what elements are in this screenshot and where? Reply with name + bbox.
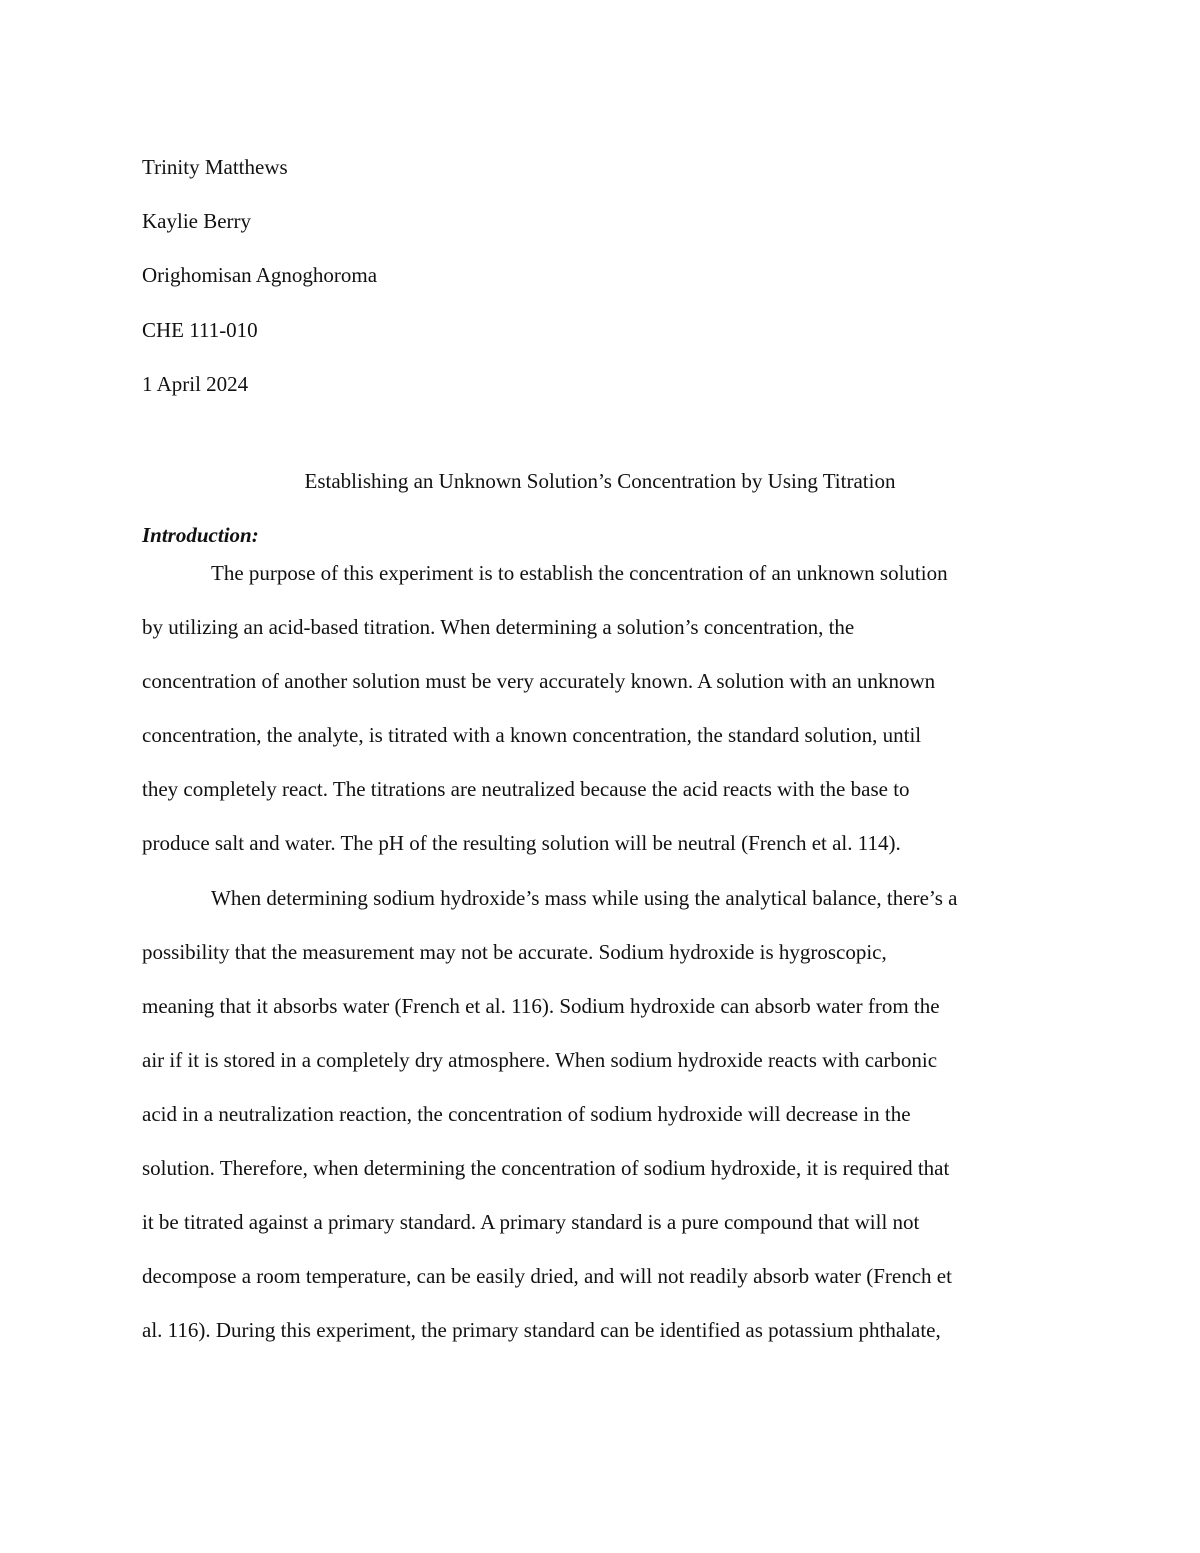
introduction-body [142,546,1062,1357]
author-header [142,140,1062,411]
body-line: al. 116). During this experiment, the primary standard can be identified as potassium phthalate, [142,1318,941,1343]
author-name-1: Trinity Matthews [142,155,288,179]
author-name-2: Kaylie Berry [142,209,252,234]
document-title: Establishing an Unknown Solution’s Concentration by Using Titration [304,469,896,493]
author-name-3: Orighomisan Agnoghoroma [142,263,378,288]
body-line: they completely react. The titrations are neutralized because the acid reacts with the base to [142,777,910,802]
body-line: by utilizing an acid-based titration. When determining a solution’s concentration, the [142,615,855,640]
course-code: CHE 111-010 [142,317,258,342]
body-line: acid in a neutralization reaction, the concentration of sodium hydroxide will decrease in the [142,1101,911,1126]
section-heading-introduction: Introduction: [142,523,259,547]
body-line: When determining sodium hydroxide’s mass while using the analytical balance, there’s a [211,885,958,910]
body-line: produce salt and water. The pH of the resulting solution will be neutral (French et al. 114). [142,831,901,856]
document-date: 1 April 2024 [142,371,249,396]
body-line: solution. Therefore, when determining the concentration of sodium hydroxide, it is required that [142,1156,950,1181]
body-line: concentration, the analyte, is titrated with a known concentration, the standard solution, until [142,723,922,748]
body-line: concentration of another solution must be very accurately known. A solution with an unknown [142,669,936,694]
body-line: it be titrated against a primary standard. A primary standard is a pure compound that will not [142,1210,920,1235]
body-line: meaning that it absorbs water (French et al. 116). Sodium hydroxide can absorb water from the [142,993,940,1018]
body-line: The purpose of this experiment is to establish the concentration of an unknown solution [211,561,948,585]
body-line: possibility that the measurement may not be accurate. Sodium hydroxide is hygroscopic, [142,939,887,964]
body-line: air if it is stored in a completely dry atmosphere. When sodium hydroxide reacts with carbonic [142,1047,938,1072]
body-line: decompose a room temperature, can be easily dried, and will not readily absorb water (French et [142,1264,952,1289]
